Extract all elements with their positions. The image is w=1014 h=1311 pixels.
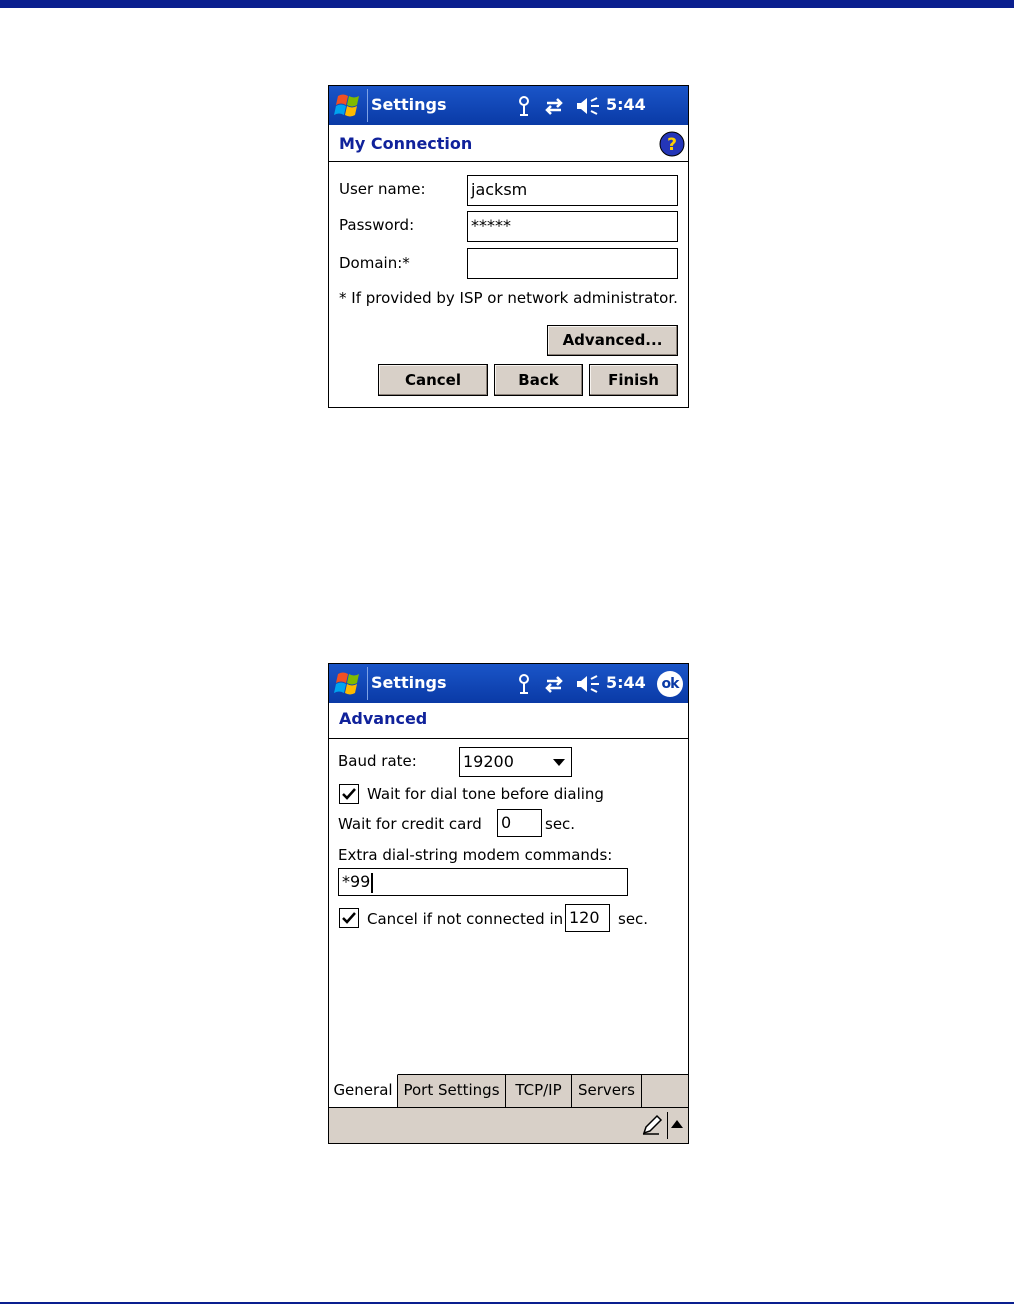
- password-input[interactable]: *****: [467, 211, 678, 242]
- finish-button[interactable]: Finish: [589, 364, 678, 396]
- tab-general[interactable]: General: [329, 1074, 398, 1107]
- clock[interactable]: 5:44: [606, 673, 646, 692]
- title-bar: [329, 664, 688, 703]
- command-bar: [329, 1107, 688, 1143]
- page-top-rule: [0, 0, 1014, 8]
- antenna-icon[interactable]: [517, 95, 531, 117]
- user-name-label: User name:: [339, 180, 426, 198]
- baud-rate-label: Baud rate:: [338, 752, 417, 770]
- sip-divider: [667, 1112, 668, 1139]
- antenna-icon[interactable]: [517, 673, 531, 695]
- ok-icon[interactable]: ok: [657, 671, 683, 697]
- baud-rate-select[interactable]: [459, 747, 572, 777]
- chevron-down-icon: [553, 759, 565, 766]
- connectivity-icon[interactable]: [543, 95, 565, 117]
- extra-commands-input[interactable]: [338, 868, 628, 896]
- page-title: Advanced: [339, 709, 428, 728]
- baud-rate-value: 19200: [463, 752, 514, 771]
- tab-port-settings[interactable]: Port Settings: [398, 1074, 506, 1107]
- extra-commands-value: *99: [342, 872, 371, 891]
- checkmark-icon: [342, 787, 356, 801]
- speaker-icon[interactable]: [575, 95, 601, 117]
- cancel-button[interactable]: Cancel: [378, 364, 488, 396]
- page-title: My Connection: [339, 134, 473, 153]
- speaker-icon[interactable]: [575, 673, 601, 695]
- app-title: Settings: [371, 673, 447, 692]
- cancel-if-checkbox[interactable]: [339, 908, 359, 928]
- page-bottom-rule: [0, 1302, 1014, 1304]
- windows-start-icon[interactable]: [332, 90, 366, 122]
- connectivity-icon[interactable]: [543, 673, 565, 695]
- extra-commands-label: Extra dial-string modem commands:: [338, 846, 613, 864]
- sec-label: sec.: [545, 815, 576, 833]
- wait-credit-card-label: Wait for credit card: [338, 815, 482, 833]
- back-button[interactable]: Back: [494, 364, 583, 396]
- isp-note: * If provided by ISP or network administrator.: [339, 289, 678, 307]
- advanced-screen: [328, 663, 689, 1144]
- advanced-button[interactable]: Advanced...: [547, 325, 678, 356]
- cancel-if-label: Cancel if not connected in: [367, 910, 564, 928]
- header-divider: [329, 738, 688, 739]
- tab-bar: [329, 1074, 688, 1107]
- svg-text:?: ?: [667, 135, 677, 155]
- domain-label: Domain:*: [339, 254, 410, 272]
- sec-label: sec.: [618, 910, 649, 928]
- pen-icon[interactable]: [641, 1114, 663, 1136]
- wait-dial-tone-checkbox[interactable]: [339, 784, 359, 804]
- password-label: Password:: [339, 216, 415, 234]
- title-bar: [329, 86, 688, 125]
- user-name-input[interactable]: jacksm: [467, 175, 678, 206]
- wait-credit-card-input[interactable]: 0: [497, 809, 542, 837]
- title-separator: [367, 667, 368, 700]
- wait-dial-tone-label: Wait for dial tone before dialing: [367, 785, 604, 803]
- text-caret: [371, 873, 373, 893]
- domain-input[interactable]: [467, 248, 678, 279]
- header-divider: [329, 161, 688, 162]
- my-connection-screen: [328, 85, 689, 408]
- help-icon[interactable]: [659, 131, 685, 157]
- cancel-if-seconds-input[interactable]: 120: [565, 904, 610, 932]
- tab-servers[interactable]: Servers: [572, 1074, 642, 1107]
- tab-tcp-ip[interactable]: TCP/IP: [506, 1074, 572, 1107]
- checkmark-icon: [342, 911, 356, 925]
- clock[interactable]: 5:44: [606, 95, 646, 114]
- sip-arrow-up-icon[interactable]: [671, 1120, 683, 1128]
- title-separator: [367, 89, 368, 122]
- app-title: Settings: [371, 95, 447, 114]
- windows-start-icon[interactable]: [332, 668, 366, 700]
